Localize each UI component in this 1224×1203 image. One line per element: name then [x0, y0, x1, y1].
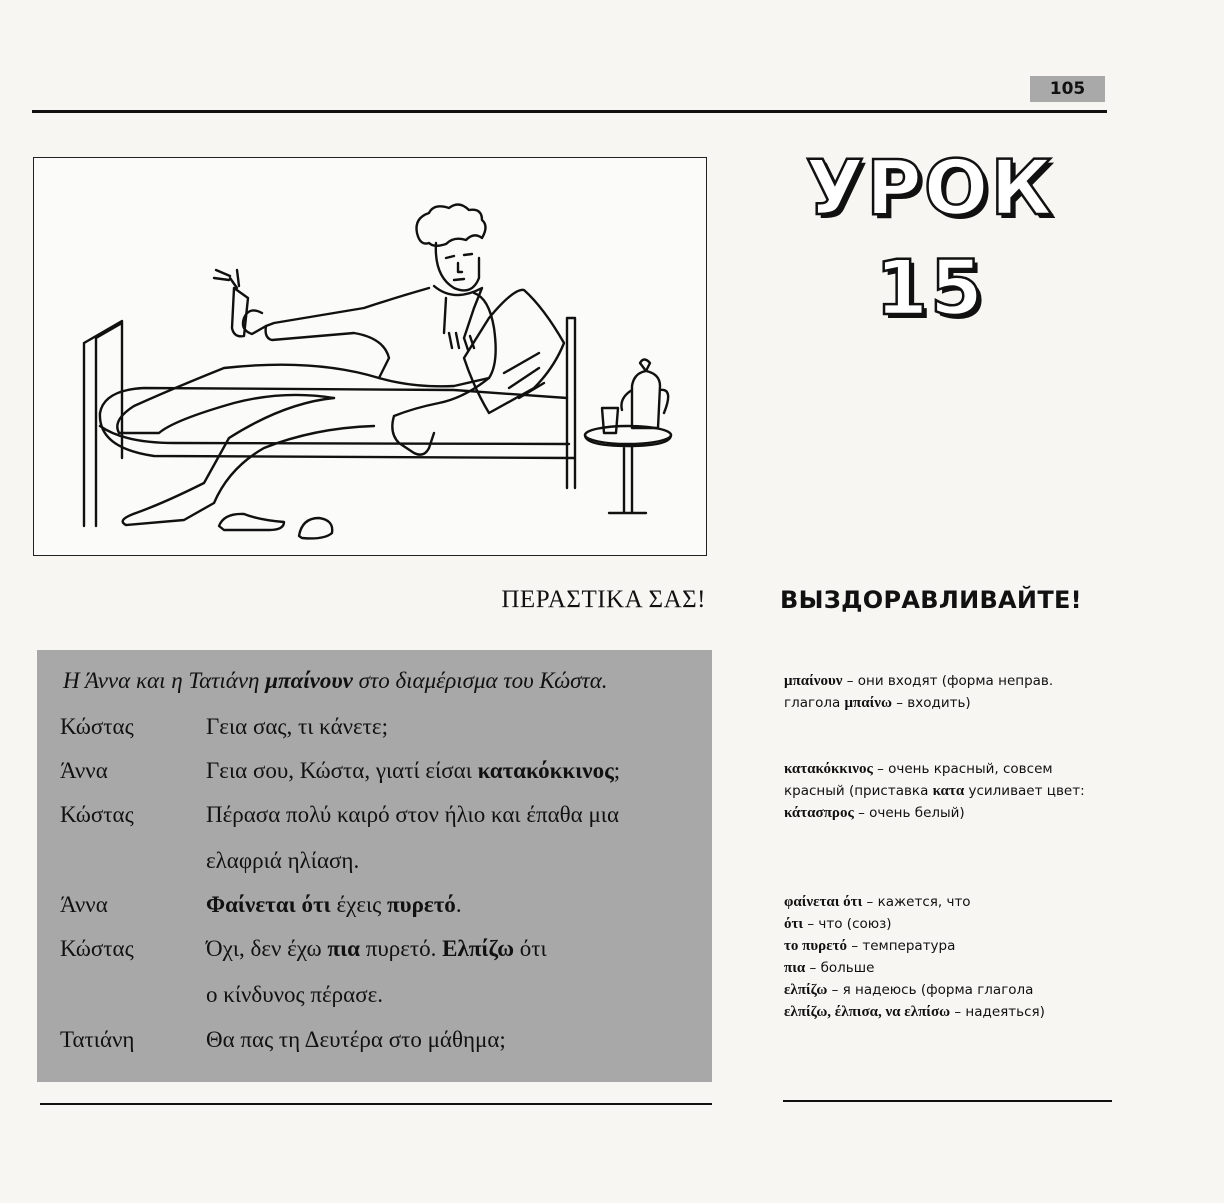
intro-keyword: μπαίνουν — [265, 668, 353, 693]
vocab-russian: – очень белый) — [853, 805, 965, 821]
vocab-line — [784, 957, 1045, 979]
vocab-line — [784, 935, 1045, 957]
line-text-part: ότι — [514, 936, 547, 961]
line-text: ελαφριά ηλίαση. — [206, 848, 360, 873]
page-number: 105 — [1030, 76, 1105, 102]
line-text-part: Όχι, δεν έχω — [206, 936, 328, 961]
vocab-line — [784, 670, 1053, 692]
line-keyword: Φαίνεται ότι — [206, 892, 331, 917]
dialog-bottom-rule — [40, 1103, 712, 1105]
vocab-line — [784, 802, 1085, 824]
speaker: Κώστας — [60, 936, 134, 961]
vocab-greek: ελπίζω, έλπισα, να ελπίσω — [784, 1004, 951, 1020]
speaker: Τατιάνη — [60, 1027, 135, 1052]
vocab-line — [784, 758, 1085, 780]
line-keyword: πυρετό — [387, 892, 456, 917]
vocab-entry — [784, 670, 1053, 714]
line-text: Θα πας τη Δευτέρα στο μάθημα; — [206, 1027, 506, 1052]
speaker: Άννα — [60, 758, 108, 783]
vocab-greek: μπαίνω — [844, 695, 892, 711]
vocab-russian: усиливает цвет: — [964, 783, 1085, 799]
dialog-intro — [63, 668, 608, 694]
vocab-bottom-rule — [783, 1100, 1112, 1102]
line-keyword: Ελπίζω — [442, 936, 515, 961]
line-keyword: κατακόκκινος — [477, 758, 614, 783]
vocab-line — [784, 780, 1085, 802]
intro-text-end: στο διαμέρισμα του Κώστα. — [352, 668, 608, 693]
vocab-entry — [784, 891, 1045, 1023]
lesson-number: 15 — [875, 243, 985, 332]
vocab-line — [784, 891, 1045, 913]
line-text: Γεια σας, τι κάνετε; — [206, 714, 388, 739]
line-text: ο κίνδυνος πέρασε. — [206, 982, 384, 1007]
vocab-russian: – они входят (форма неправ. — [842, 673, 1054, 689]
dialog-box — [37, 650, 712, 1082]
vocab-russian: – что (союз) — [803, 916, 892, 932]
line-text — [206, 892, 462, 918]
vocab-russian: глагола — [784, 695, 845, 711]
illustration-drawing — [34, 158, 705, 554]
line-keyword: πια — [327, 936, 360, 961]
vocab-russian: – кажется, что — [862, 894, 971, 910]
dialog-title-russian: ВЫЗДОРАВЛИВАЙТЕ! — [780, 586, 1082, 614]
top-rule — [32, 110, 1107, 113]
intro-text: Η Άννα και η Τατιάνη — [63, 668, 266, 693]
illustration-sick-man-in-bed — [33, 157, 707, 556]
line-text-part: . — [455, 892, 462, 917]
line-text-part: ; — [613, 758, 621, 783]
vocab-russian: красный (приставка — [784, 783, 933, 799]
vocab-greek: ότι — [784, 916, 804, 932]
line-text — [206, 758, 620, 784]
vocab-greek: ελπίζω — [784, 982, 828, 998]
speaker: Κώστας — [60, 714, 134, 739]
line-text-part: πυρετό. — [359, 936, 443, 961]
vocab-russian: – входить) — [891, 695, 971, 711]
vocab-russian: – больше — [805, 960, 875, 976]
vocab-greek: μπαίνουν — [784, 673, 843, 689]
vocab-line — [784, 913, 1045, 935]
vocab-russian: – надеяться) — [950, 1004, 1045, 1020]
line-text: Πέρασα πολύ καιρό στον ήλιο και έπαθα μια — [206, 802, 620, 827]
line-text-part: έχεις — [330, 892, 388, 917]
vocab-greek: κάτασπρος — [784, 805, 854, 821]
vocab-line — [784, 692, 1053, 714]
vocab-greek: το πυρετό — [784, 938, 848, 954]
vocab-russian: – я надеюсь (форма глагола — [827, 982, 1034, 998]
vocab-russian: – температура — [847, 938, 956, 954]
speaker: Άννα — [60, 892, 108, 917]
dialog-title-greek: ΠΕΡΑΣΤΙΚΑ ΣΑΣ! — [501, 586, 706, 613]
speaker: Κώστας — [60, 802, 134, 827]
vocab-line — [784, 979, 1045, 1001]
line-text — [206, 936, 547, 962]
vocab-greek: φαίνεται ότι — [784, 894, 863, 910]
line-text-part: Γεια σου, Κώστα, γιατί είσαι — [206, 758, 478, 783]
vocab-greek: κατακόκκινος — [784, 761, 873, 777]
lesson-word: УРОК — [805, 143, 1055, 232]
vocab-greek: πια — [784, 960, 806, 976]
vocab-line — [784, 1001, 1045, 1023]
vocab-russian: – очень красный, совсем — [872, 761, 1053, 777]
lesson-heading — [800, 143, 1060, 332]
vocab-entry — [784, 758, 1085, 824]
vocab-greek: κατα — [932, 783, 965, 799]
